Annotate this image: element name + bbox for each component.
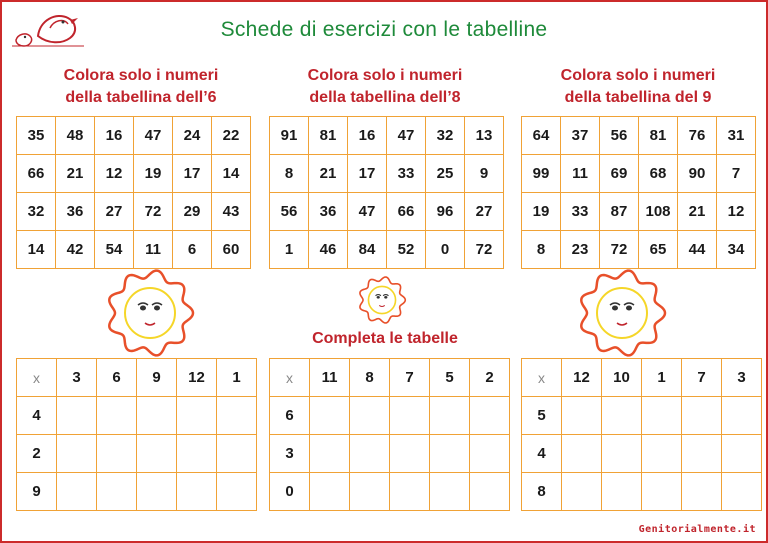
number-cell[interactable]: 52: [387, 231, 426, 269]
row-factor: 3: [270, 435, 310, 473]
answer-cell[interactable]: [722, 473, 762, 511]
table-row: [270, 397, 510, 435]
answer-cell[interactable]: [722, 397, 762, 435]
number-cell[interactable]: 31: [717, 117, 756, 155]
grid-row: [522, 117, 756, 155]
answer-cell[interactable]: [470, 397, 510, 435]
number-cell[interactable]: 47: [134, 117, 173, 155]
number-cell[interactable]: 32: [426, 117, 465, 155]
column-factor: 7: [682, 359, 722, 397]
answer-cell[interactable]: [177, 397, 217, 435]
number-cell[interactable]: 76: [678, 117, 717, 155]
column-factor: 12: [562, 359, 602, 397]
number-cell[interactable]: 90: [678, 155, 717, 193]
grid-row: [270, 231, 504, 269]
multiply-symbol: x: [270, 359, 310, 397]
sun-face-small-icon: [356, 274, 408, 326]
number-cell[interactable]: 1: [270, 231, 309, 269]
number-cell[interactable]: 36: [309, 193, 348, 231]
number-cell[interactable]: 65: [639, 231, 678, 269]
column-factor: 11: [310, 359, 350, 397]
number-cell[interactable]: 16: [348, 117, 387, 155]
complete-heading: Completa le tabelle: [312, 330, 458, 347]
answer-cell[interactable]: [682, 397, 722, 435]
number-cell[interactable]: 68: [639, 155, 678, 193]
sun-face-icon: [574, 267, 670, 359]
answer-cell[interactable]: [97, 397, 137, 435]
number-cell[interactable]: 37: [561, 117, 600, 155]
number-cell[interactable]: 72: [134, 193, 173, 231]
column-factor: 10: [602, 359, 642, 397]
table-row: [270, 473, 510, 511]
answer-cell[interactable]: [177, 473, 217, 511]
table-row: [17, 435, 257, 473]
column-factor: 1: [642, 359, 682, 397]
multiply-symbol: x: [522, 359, 562, 397]
number-cell[interactable]: 46: [309, 231, 348, 269]
answer-cell[interactable]: [642, 397, 682, 435]
number-cell[interactable]: 17: [173, 155, 212, 193]
number-cell[interactable]: 66: [17, 155, 56, 193]
number-cell[interactable]: 108: [639, 193, 678, 231]
answer-cell[interactable]: [217, 397, 257, 435]
number-cell[interactable]: 33: [387, 155, 426, 193]
number-cell[interactable]: 81: [639, 117, 678, 155]
answer-cell[interactable]: [602, 435, 642, 473]
column-factor: 1: [217, 359, 257, 397]
number-cell[interactable]: 56: [600, 117, 639, 155]
number-cell[interactable]: 35: [17, 117, 56, 155]
column-factor: 12: [177, 359, 217, 397]
number-cell[interactable]: 99: [522, 155, 561, 193]
number-cell[interactable]: 43: [212, 193, 251, 231]
number-cell[interactable]: 21: [309, 155, 348, 193]
answer-cell[interactable]: [682, 473, 722, 511]
sun-face-icon: [102, 267, 198, 359]
number-grid-9: [521, 116, 756, 269]
number-cell[interactable]: 47: [348, 193, 387, 231]
table-header-row: [270, 359, 510, 397]
answer-cell[interactable]: [430, 435, 470, 473]
row-factor: 4: [17, 397, 57, 435]
number-cell[interactable]: 8: [270, 155, 309, 193]
answer-cell[interactable]: [430, 397, 470, 435]
number-cell[interactable]: 72: [600, 231, 639, 269]
column-factor: 7: [390, 359, 430, 397]
answer-cell[interactable]: [430, 473, 470, 511]
answer-cell[interactable]: [57, 473, 97, 511]
instruction-heading-6: Colora solo i numeri della tabellina dell’6: [63, 67, 219, 106]
column-factor: 8: [350, 359, 390, 397]
number-cell[interactable]: 81: [309, 117, 348, 155]
number-cell[interactable]: 36: [56, 193, 95, 231]
row-factor: 4: [522, 435, 562, 473]
grid-row: [17, 117, 251, 155]
multiplication-table-1: [16, 358, 257, 511]
number-cell[interactable]: 87: [600, 193, 639, 231]
grid-row: [522, 231, 756, 269]
column-factor: 6: [97, 359, 137, 397]
grid-row: [270, 193, 504, 231]
page-title: Schede di esercizi con le tabelline: [220, 18, 548, 41]
row-factor: 5: [522, 397, 562, 435]
number-cell[interactable]: 8: [522, 231, 561, 269]
instruction-heading-8: Colora solo i numeri della tabellina dell’8: [307, 67, 463, 106]
number-cell[interactable]: 13: [465, 117, 504, 155]
number-cell[interactable]: 44: [678, 231, 717, 269]
answer-cell[interactable]: [642, 435, 682, 473]
answer-cell[interactable]: [562, 397, 602, 435]
table-row: [522, 435, 762, 473]
number-cell[interactable]: 29: [173, 193, 212, 231]
answer-cell[interactable]: [137, 473, 177, 511]
table-row: [17, 397, 257, 435]
number-cell[interactable]: 19: [522, 193, 561, 231]
column-factor: 3: [57, 359, 97, 397]
answer-cell[interactable]: [350, 435, 390, 473]
table-header-row: [522, 359, 762, 397]
number-cell[interactable]: 24: [173, 117, 212, 155]
answer-cell[interactable]: [137, 397, 177, 435]
number-cell[interactable]: 14: [17, 231, 56, 269]
row-factor: 9: [17, 473, 57, 511]
number-cell[interactable]: 12: [717, 193, 756, 231]
answer-cell[interactable]: [177, 435, 217, 473]
answer-cell[interactable]: [350, 397, 390, 435]
answer-cell[interactable]: [470, 473, 510, 511]
table-row: [522, 397, 762, 435]
table-header-row: [17, 359, 257, 397]
table-row: [522, 473, 762, 511]
grid-row: [522, 193, 756, 231]
number-cell[interactable]: 19: [134, 155, 173, 193]
number-cell[interactable]: 11: [561, 155, 600, 193]
answer-cell[interactable]: [310, 397, 350, 435]
grid-row: [270, 155, 504, 193]
answer-cell[interactable]: [217, 435, 257, 473]
number-cell[interactable]: 11: [134, 231, 173, 269]
answer-cell[interactable]: [57, 397, 97, 435]
number-grid-6: [16, 116, 251, 269]
column-factor: 3: [722, 359, 762, 397]
number-grid-8: [269, 116, 504, 269]
number-cell[interactable]: 17: [348, 155, 387, 193]
answer-cell[interactable]: [470, 435, 510, 473]
column-factor: 2: [470, 359, 510, 397]
number-cell[interactable]: 47: [387, 117, 426, 155]
answer-cell[interactable]: [682, 435, 722, 473]
table-row: [270, 435, 510, 473]
number-cell[interactable]: 66: [387, 193, 426, 231]
answer-cell[interactable]: [350, 473, 390, 511]
column-factor: 5: [430, 359, 470, 397]
number-cell[interactable]: 22: [212, 117, 251, 155]
answer-cell[interactable]: [602, 397, 642, 435]
multiplication-table-3: [521, 358, 762, 511]
answer-cell[interactable]: [97, 435, 137, 473]
grid-row: [17, 155, 251, 193]
number-cell[interactable]: 27: [95, 193, 134, 231]
answer-cell[interactable]: [390, 435, 430, 473]
number-cell[interactable]: 23: [561, 231, 600, 269]
answer-cell[interactable]: [390, 473, 430, 511]
grid-row: [17, 231, 251, 269]
number-cell[interactable]: 14: [212, 155, 251, 193]
grid-row: [270, 117, 504, 155]
answer-cell[interactable]: [217, 473, 257, 511]
number-cell[interactable]: 32: [17, 193, 56, 231]
grid-row: [522, 155, 756, 193]
number-cell[interactable]: 69: [600, 155, 639, 193]
number-cell[interactable]: 25: [426, 155, 465, 193]
answer-cell[interactable]: [137, 435, 177, 473]
answer-cell[interactable]: [602, 473, 642, 511]
answer-cell[interactable]: [57, 435, 97, 473]
site-credit: Genitorialmente.it: [638, 524, 756, 535]
answer-cell[interactable]: [562, 473, 602, 511]
number-cell[interactable]: 34: [717, 231, 756, 269]
number-cell[interactable]: 27: [465, 193, 504, 231]
number-cell[interactable]: 60: [212, 231, 251, 269]
number-cell[interactable]: 7: [717, 155, 756, 193]
row-factor: 6: [270, 397, 310, 435]
multiply-symbol: x: [17, 359, 57, 397]
row-factor: 2: [17, 435, 57, 473]
number-cell[interactable]: 21: [678, 193, 717, 231]
answer-cell[interactable]: [642, 473, 682, 511]
row-factor: 0: [270, 473, 310, 511]
number-cell[interactable]: 21: [56, 155, 95, 193]
row-factor: 8: [522, 473, 562, 511]
answer-cell[interactable]: [562, 435, 602, 473]
number-cell[interactable]: 9: [465, 155, 504, 193]
answer-cell[interactable]: [310, 435, 350, 473]
number-cell[interactable]: 56: [270, 193, 309, 231]
instruction-heading-9: Colora solo i numeri della tabellina del 9: [560, 67, 716, 106]
number-cell[interactable]: 33: [561, 193, 600, 231]
table-row: [17, 473, 257, 511]
multiplication-table-2: [269, 358, 510, 511]
answer-cell[interactable]: [722, 435, 762, 473]
number-cell[interactable]: 64: [522, 117, 561, 155]
number-cell[interactable]: 96: [426, 193, 465, 231]
number-cell[interactable]: 0: [426, 231, 465, 269]
answer-cell[interactable]: [97, 473, 137, 511]
number-cell[interactable]: 84: [348, 231, 387, 269]
number-cell[interactable]: 12: [95, 155, 134, 193]
grid-row: [17, 193, 251, 231]
number-cell[interactable]: 42: [56, 231, 95, 269]
number-cell[interactable]: 6: [173, 231, 212, 269]
number-cell[interactable]: 54: [95, 231, 134, 269]
answer-cell[interactable]: [390, 397, 430, 435]
column-factor: 9: [137, 359, 177, 397]
number-cell[interactable]: 91: [270, 117, 309, 155]
answer-cell[interactable]: [310, 473, 350, 511]
number-cell[interactable]: 72: [465, 231, 504, 269]
number-cell[interactable]: 48: [56, 117, 95, 155]
number-cell[interactable]: 16: [95, 117, 134, 155]
